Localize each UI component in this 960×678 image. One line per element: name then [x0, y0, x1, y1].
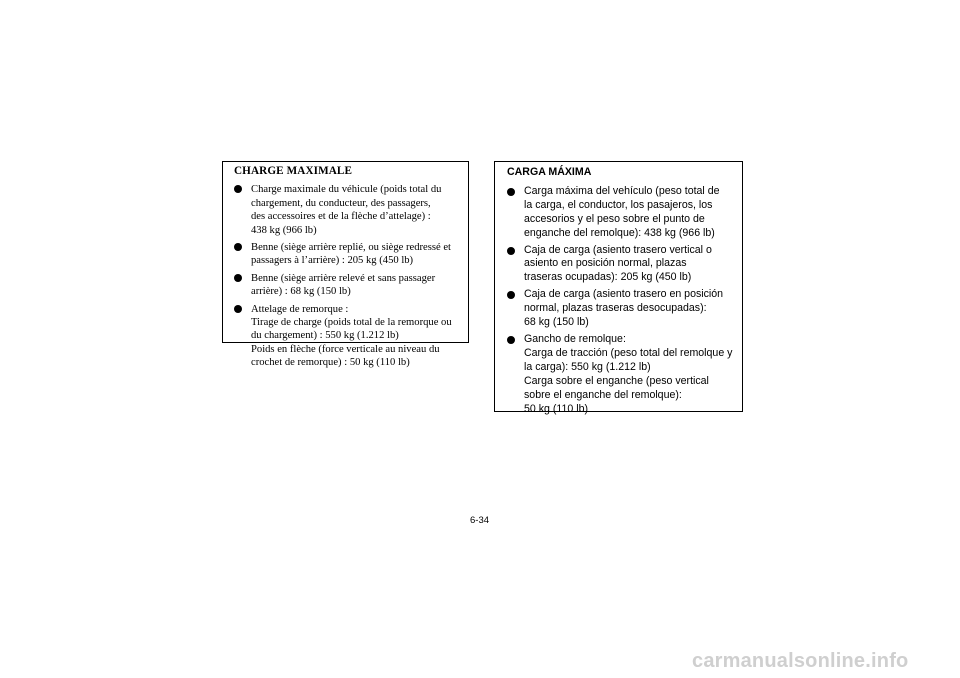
bullet-icon [234, 274, 242, 282]
french-max-load-box [222, 161, 469, 369]
item-line: 438 kg (966 lb) [251, 224, 317, 236]
bullet-icon [234, 243, 242, 251]
watermark: carmanualsonline.info [692, 650, 909, 672]
item-line: crochet de remorque) : 50 kg (110 lb) [251, 357, 410, 369]
item-line: Caja de carga (asiento trasero en posición [524, 288, 724, 301]
item-line: accesorios y el peso sobre el punto de [524, 212, 705, 225]
list-item [507, 244, 738, 286]
list-item [507, 333, 738, 416]
item-line: Benne (siège arrière replié, ou siège redressé et [251, 242, 452, 254]
bullet-icon [507, 247, 515, 255]
list-item [234, 272, 462, 299]
bullet-icon [507, 188, 515, 196]
item-line: sobre el enganche del remolque): [524, 388, 682, 401]
item-line: Gancho de remolque: [524, 332, 626, 345]
item-line: asiento en posición normal, plazas [524, 257, 687, 270]
page-number: 6-34 [470, 515, 490, 526]
bullet-icon [234, 185, 242, 193]
list-item [507, 288, 738, 330]
list-item [234, 183, 462, 237]
item-line: du chargement) : 550 kg (1.212 lb) [251, 330, 399, 342]
item-line: Poids en flèche (force verticale au niveau du [251, 343, 440, 355]
french-items-list [234, 183, 462, 369]
spanish-max-load-box [494, 161, 743, 415]
bullet-icon [507, 336, 515, 344]
french-title: CHARGE MAXIMALE [234, 165, 353, 177]
spanish-title: CARGA MÁXIMA [507, 166, 592, 178]
bullet-icon [234, 305, 242, 313]
item-line: Carga sobre el enganche (peso vertical [524, 374, 709, 387]
bullet-icon [507, 291, 515, 299]
item-line: la carga, el conductor, los pasajeros, los [524, 198, 713, 211]
item-line: normal, plazas traseras desocupadas): [524, 302, 707, 315]
item-line: Carga de tracción (peso total del remolque y [524, 346, 733, 359]
item-line: Tirage de charge (poids total de la remorque ou [251, 317, 452, 329]
item-line: Benne (siège arrière relevé et sans passager [251, 272, 436, 284]
item-line: passagers à l’arrière) : 205 kg (450 lb) [251, 255, 414, 267]
item-line: des accessoires et de la flèche d’attelage) : [251, 211, 431, 223]
spanish-items-list [507, 185, 738, 417]
item-line: chargement, du conducteur, des passagers, [251, 197, 431, 209]
item-line: Caja de carga (asiento trasero vertical o [524, 243, 712, 256]
item-line: 68 kg (150 lb) [524, 316, 589, 329]
list-item [507, 185, 738, 241]
item-line: 50 kg (110 lb) [524, 402, 588, 415]
item-line: Carga máxima del vehículo (peso total de [524, 184, 720, 197]
item-line: arrière) : 68 kg (150 lb) [251, 286, 351, 298]
item-line: Charge maximale du véhicule (poids total du [251, 184, 442, 196]
list-item [234, 303, 462, 370]
item-line: traseras ocupadas): 205 kg (450 lb) [524, 271, 692, 284]
item-line: enganche del remolque): 438 kg (966 lb) [524, 226, 715, 239]
item-line: la carga): 550 kg (1.212 lb) [524, 360, 651, 373]
item-line: Attelage de remorque : [251, 303, 349, 315]
list-item [234, 241, 462, 268]
